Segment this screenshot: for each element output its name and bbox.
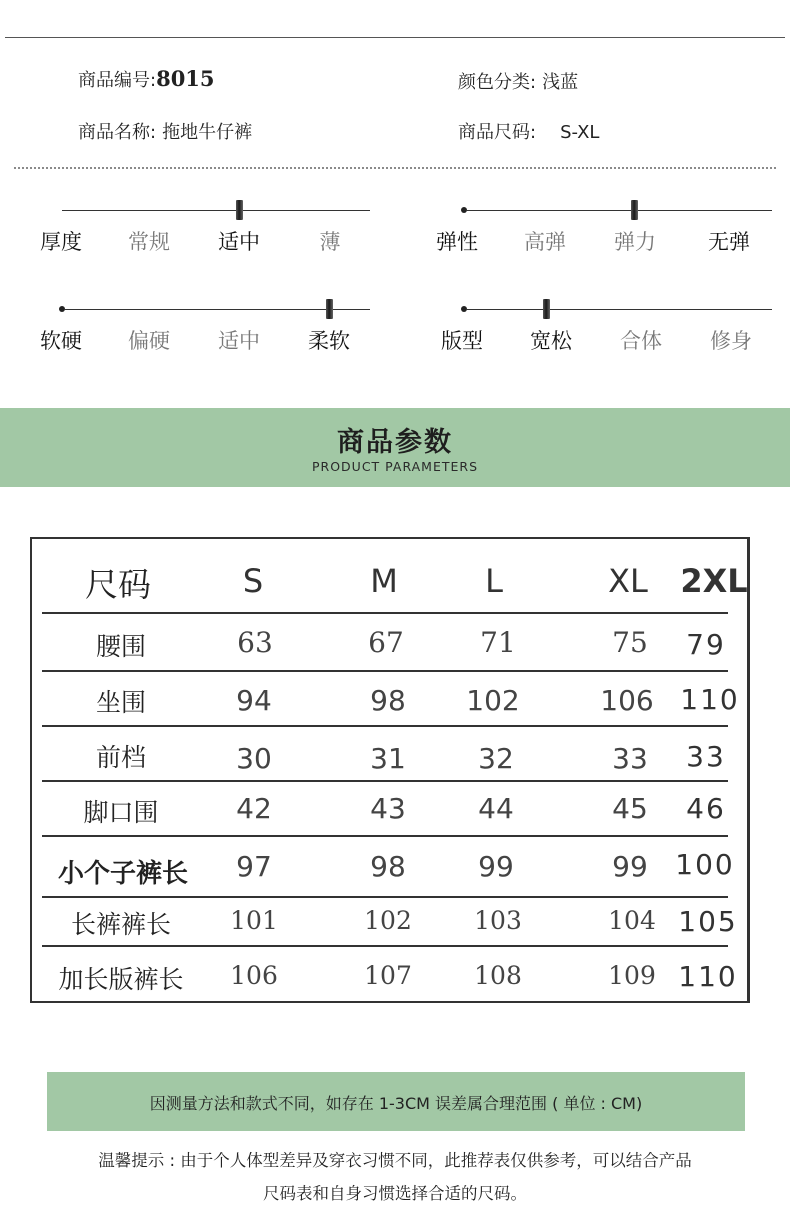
dotted-divider	[14, 167, 776, 169]
table-cell: 31	[370, 742, 406, 775]
scale-option-selected: 宽松	[530, 329, 572, 353]
product-size-label: 商品尺码:	[458, 122, 537, 143]
product-code-value: 8015	[156, 66, 215, 91]
table-cell: 43	[370, 792, 406, 825]
table-divider	[42, 612, 728, 614]
table-cell: 106	[230, 961, 278, 990]
table-divider	[42, 945, 728, 947]
table-cell: 108	[474, 961, 522, 990]
scale-option: 适中	[218, 329, 260, 353]
table-cell: 101	[230, 906, 278, 935]
scale-track	[466, 309, 772, 310]
scale-option-selected: 弹力	[614, 230, 656, 254]
product-size	[458, 118, 599, 144]
table-row-label: 腰围	[95, 632, 147, 661]
table-row-label: 加长版裤长	[58, 965, 184, 994]
scale-option: 常规	[128, 230, 170, 254]
table-cell: 99	[478, 850, 514, 883]
table-cell: 44	[478, 792, 514, 825]
table-cell: 109	[608, 961, 656, 990]
table-row-label: 前档	[95, 743, 147, 772]
table-divider	[42, 725, 728, 727]
scale-option-selected: 适中	[218, 230, 260, 254]
table-cell: 100	[675, 848, 735, 881]
table-cell: 98	[370, 684, 406, 717]
table-header-size: S	[242, 562, 264, 600]
table-cell: 102	[466, 684, 520, 717]
product-code	[78, 66, 215, 92]
table-cell: 107	[364, 961, 412, 990]
scale-marker	[236, 200, 243, 220]
table-cell: 75	[612, 626, 648, 659]
table-row-label: 脚口围	[83, 798, 159, 827]
table-header-size: 2XL	[680, 562, 748, 600]
table-cell: 32	[478, 742, 514, 775]
scale-option: 无弹	[708, 230, 750, 254]
table-cell: 110	[678, 960, 738, 993]
table-cell: 46	[686, 792, 726, 825]
table-row-label: 坐围	[95, 688, 147, 717]
tip-text-line2: 尺码表和自身习惯选择合适的尺码。	[263, 1184, 527, 1203]
product-color-value: 浅蓝	[542, 72, 579, 93]
table-cell: 71	[480, 626, 516, 659]
scale-option: 高弹	[524, 230, 566, 254]
section-subtitle: PRODUCT PARAMETERS	[311, 459, 479, 474]
table-cell: 98	[370, 850, 406, 883]
table-cell: 63	[237, 626, 273, 659]
table-cell: 103	[474, 906, 522, 935]
table-cell: 33	[612, 742, 648, 775]
table-cell: 104	[608, 906, 656, 935]
product-name	[78, 118, 252, 144]
product-name-value: 拖地牛仔裤	[162, 122, 253, 143]
table-cell: 45	[612, 792, 648, 825]
scale-title: 厚度	[40, 230, 82, 254]
product-color	[458, 68, 578, 94]
top-divider	[5, 37, 785, 38]
scale-option: 偏硬	[128, 329, 170, 353]
scale-title: 版型	[441, 329, 483, 353]
table-cell: 105	[678, 905, 738, 938]
section-title: 商品参数	[337, 427, 453, 458]
scale-option: 修身	[710, 329, 752, 353]
product-color-label: 颜色分类:	[458, 72, 537, 93]
scale-track	[64, 309, 370, 310]
table-cell: 110	[680, 683, 740, 716]
table-cell: 33	[686, 740, 726, 773]
table-cell: 97	[236, 850, 272, 883]
scale-option: 合体	[620, 329, 662, 353]
table-cell: 79	[686, 628, 726, 661]
product-size-value: S-XL	[560, 122, 600, 143]
table-divider	[42, 780, 728, 782]
product-code-label: 商品编号:	[78, 70, 157, 91]
table-cell: 30	[236, 742, 272, 775]
measurement-note	[47, 1072, 745, 1131]
scale-title: 软硬	[40, 329, 82, 353]
scale-option-selected: 柔软	[308, 329, 350, 353]
section-banner	[0, 408, 790, 487]
table-divider	[42, 835, 728, 837]
table-cell: 42	[236, 792, 272, 825]
table-corner-label: 尺码	[85, 565, 151, 604]
table-cell: 67	[368, 626, 404, 659]
scale-marker	[543, 299, 550, 319]
table-cell: 106	[600, 684, 654, 717]
scale-title: 弹性	[436, 230, 478, 254]
table-cell: 94	[236, 684, 272, 717]
table-cell: 102	[364, 906, 412, 935]
table-header-size: XL	[608, 562, 648, 600]
measurement-note-text: 因测量方法和款式不同，如存在 1-3CM 误差属合理范围 ( 单位 : CM)	[149, 1094, 643, 1113]
scale-marker	[631, 200, 638, 220]
table-header-size: M	[370, 562, 398, 600]
scale-track	[62, 210, 370, 211]
table-row-label: 小个子裤长	[57, 859, 189, 889]
table-header-size: L	[485, 562, 503, 600]
scale-track	[466, 210, 772, 211]
table-row-label: 长裤裤长	[70, 910, 172, 939]
table-divider	[42, 670, 728, 672]
tip-text-line1: 温馨提示 : 由于个人体型差异及穿衣习惯不同，此推荐表仅供参考，可以结合产品	[98, 1151, 692, 1170]
table-cell: 99	[612, 850, 648, 883]
scale-marker	[326, 299, 333, 319]
scale-option: 薄	[319, 230, 341, 254]
product-name-label: 商品名称:	[78, 122, 157, 143]
table-divider	[42, 896, 728, 898]
